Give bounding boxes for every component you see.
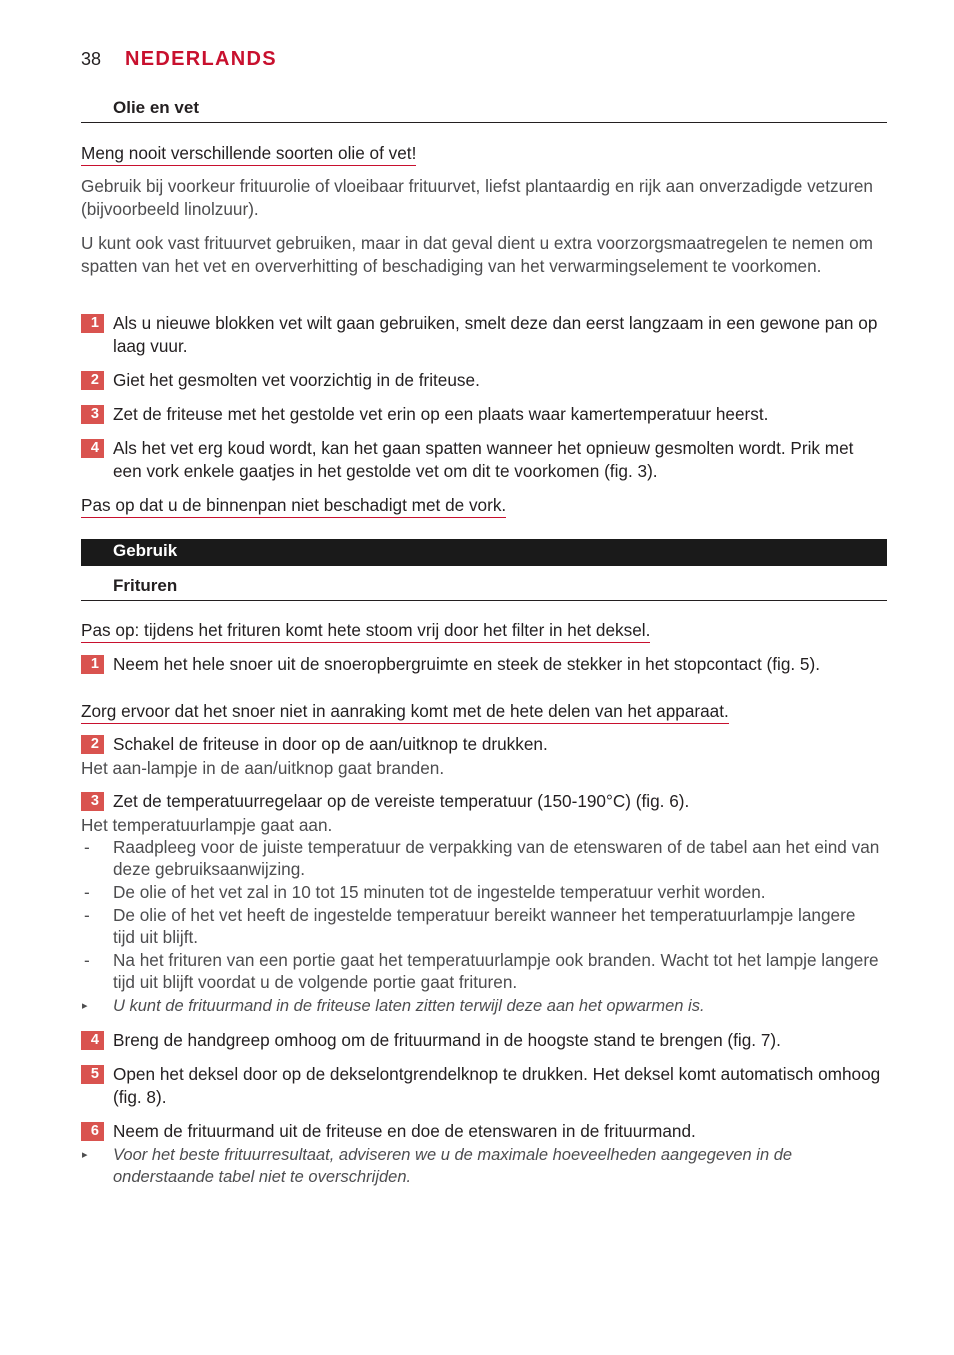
step-item: [81, 1120, 881, 1143]
warning-text: Meng nooit verschillende soorten olie of vet!: [81, 142, 416, 166]
dash-marker: -: [84, 950, 90, 970]
paragraph: U kunt ook vast frituurvet gebruiken, maar in dat geval dient u extra voorzorgsmaatregelen te nemen om spatten van het vet en oververhitting of beschadiging van het verwarmingselement te voorkomen.: [81, 233, 873, 276]
step-item: [81, 733, 881, 756]
dash-text: Na het frituren van een portie gaat het temperatuurlampje ook branden. Wacht tot het lampje langere tijd uit blijft voordat u de volgende portie gaat frituren.: [113, 950, 879, 993]
step-item: [81, 653, 881, 676]
step-number-badge: 4: [81, 1031, 104, 1050]
step-item: [81, 437, 881, 482]
warning-text: Pas op: tijdens het frituren komt hete stoom vrij door het filter in het deksel.: [81, 619, 650, 643]
paragraph: Gebruik bij voorkeur frituurolie of vloeibaar frituurvet, liefst plantaardig en rijk aan onverzadigde vetzuren (bijvoorbeeld linolzuur).: [81, 176, 873, 219]
warning-text: Zorg ervoor dat het snoer niet in aanraking komt met de hete delen van het apparaat.: [81, 700, 729, 724]
step-text: Neem het hele snoer uit de snoeropbergruimte en steek de stekker in het stopcontact (fig. 5).: [113, 654, 820, 674]
step-number-badge: 1: [81, 314, 104, 333]
dash-list-item: [81, 949, 881, 993]
chapter-title: Gebruik: [113, 541, 178, 560]
section-header-olie-en-vet: [81, 95, 887, 123]
step-text: Zet de friteuse met het gestolde vet erin op een plaats waar kamertemperatuur heerst.: [113, 404, 769, 424]
step-text: Giet het gesmolten vet voorzichtig in de friteuse.: [113, 370, 480, 390]
step-item: [81, 1063, 881, 1108]
dash-marker: -: [84, 837, 90, 857]
tip-item: [81, 1144, 881, 1188]
step-text: Open het deksel door op de dekselontgrendelknop te drukken. Het deksel komt automatisch omhoog (fig. 8).: [113, 1064, 881, 1107]
step-text: Schakel de friteuse in door op de aan/uitknop te drukken.: [113, 734, 548, 754]
step-number-badge: 6: [81, 1122, 104, 1141]
dash-marker: -: [84, 905, 90, 925]
step-text: Als het vet erg koud wordt, kan het gaan spatten wanneer het opnieuw gesmolten wordt. Prik met een vork enkele gaatjes in het gestolde vet om dit te voorkomen (fig. 3).: [113, 438, 854, 481]
dash-text: Raadpleeg voor de juiste temperatuur de verpakking van de etenswaren of de tabel aan het eind van deze gebruiksaanwijzing.: [113, 837, 880, 880]
dash-marker: -: [84, 882, 90, 902]
dash-list-item: [81, 836, 881, 880]
triangle-bullet-icon: ▸: [82, 1000, 88, 1012]
step-number-badge: 3: [81, 405, 104, 424]
dash-text: De olie of het vet heeft de ingestelde temperatuur bereikt wanneer het temperatuurlampje langere tijd uit blijft.: [113, 905, 856, 948]
dash-text: De olie of het vet zal in 10 tot 15 minuten tot de ingestelde temperatuur verhit worden.: [113, 882, 766, 902]
page-number: 38: [81, 49, 102, 69]
dash-list-item: [81, 881, 881, 903]
step-number-badge: 4: [81, 439, 104, 458]
step-number-badge: 1: [81, 655, 104, 674]
tip-text: U kunt de frituurmand in de friteuse laten zitten terwijl deze aan het opwarmen is.: [113, 997, 705, 1015]
step-number-badge: 2: [81, 371, 104, 390]
step-note: Het temperatuurlampje gaat aan.: [81, 815, 333, 835]
tip-item: [81, 995, 881, 1017]
step-text: Neem de frituurmand uit de friteuse en doe de etenswaren in de frituurmand.: [113, 1121, 696, 1141]
step-item: [81, 369, 881, 392]
section-title: Olie en vet: [113, 98, 199, 117]
step-text: Als u nieuwe blokken vet wilt gaan gebruiken, smelt deze dan eerst langzaam in een gewone pan op laag vuur.: [113, 313, 878, 356]
step-number-badge: 3: [81, 792, 104, 811]
dash-list-item: [81, 904, 881, 948]
warning-text: Pas op dat u de binnenpan niet beschadigt met de vork.: [81, 494, 506, 518]
step-item: [81, 403, 881, 426]
step-number-badge: 5: [81, 1065, 104, 1084]
step-text: Zet de temperatuurregelaar op de vereiste temperatuur (150-190°C) (fig. 6).: [113, 791, 690, 811]
step-text: Breng de handgreep omhoog om de frituurmand in de hoogste stand te brengen (fig. 7).: [113, 1030, 781, 1050]
step-item: [81, 790, 881, 813]
section-title: Frituren: [113, 576, 178, 595]
step-item: [81, 1029, 881, 1052]
step-item: [81, 312, 881, 357]
chapter-bar-gebruik: [81, 539, 887, 566]
triangle-bullet-icon: ▸: [82, 1149, 88, 1161]
language-title: NEDERLANDS: [125, 48, 277, 70]
step-note: Het aan-lampje in de aan/uitknop gaat branden.: [81, 758, 445, 778]
section-header-frituren: [81, 573, 887, 601]
step-number-badge: 2: [81, 735, 104, 754]
tip-text: Voor het beste frituurresultaat, adviseren we u de maximale hoeveelheden aangegeven in de onderstaande tabel niet te overschrijden.: [113, 1146, 793, 1186]
